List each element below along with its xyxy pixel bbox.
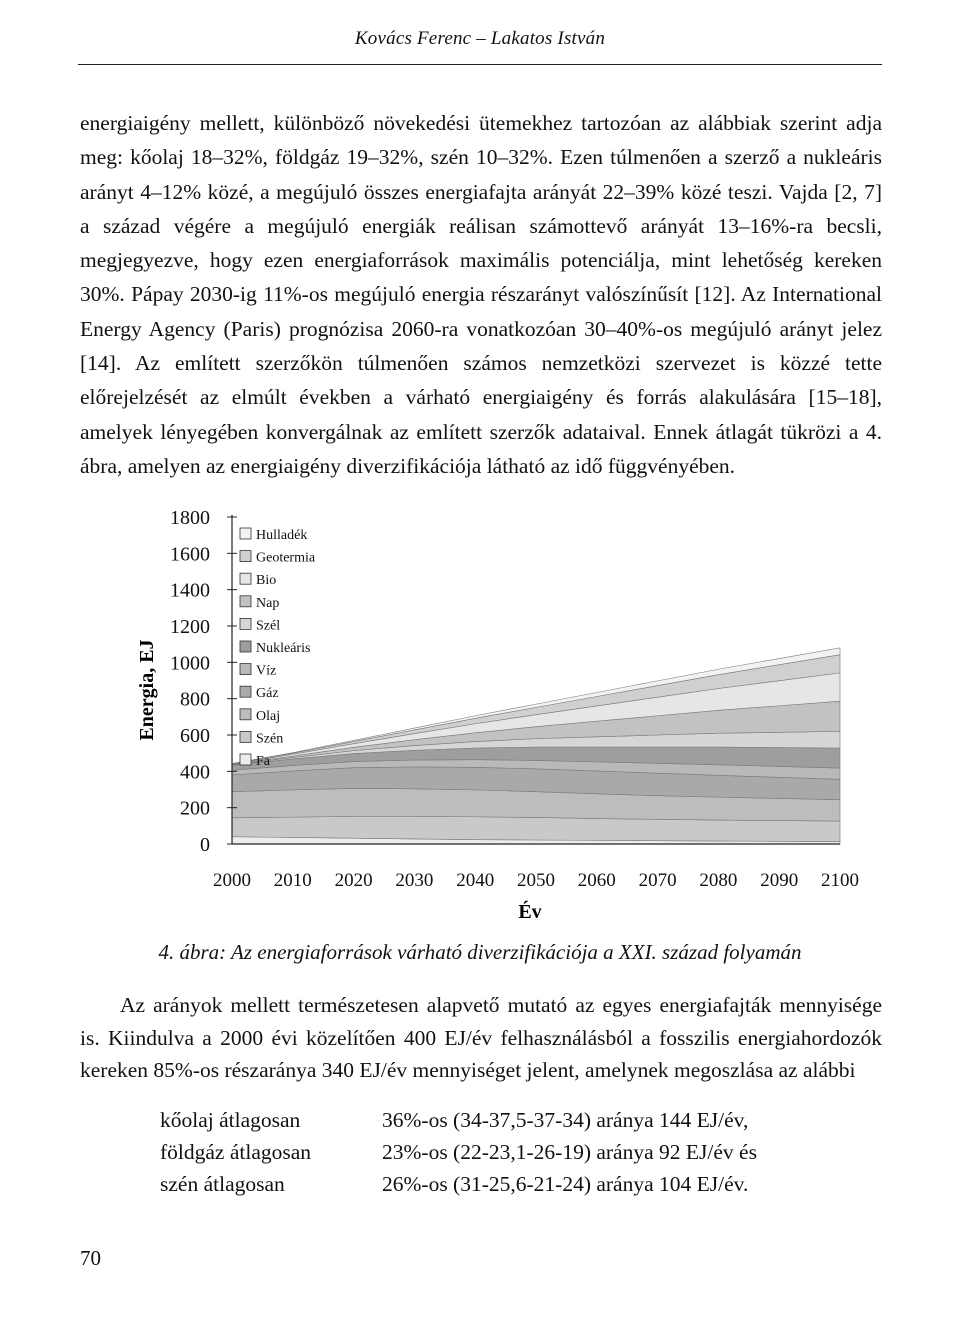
y-tick-label: 1400 xyxy=(170,579,210,602)
list-item xyxy=(160,1168,757,1200)
list-item xyxy=(160,1104,757,1136)
x-tick-label: 2000 xyxy=(213,870,251,891)
y-tick-label: 1000 xyxy=(170,652,210,675)
legend-swatch xyxy=(240,731,251,742)
list-item-source: kőolaj átlagosan xyxy=(160,1108,301,1132)
running-title: Kovács Ferenc – Lakatos István xyxy=(354,28,606,49)
legend-label: Geotermia xyxy=(256,550,316,566)
x-tick-label: 2020 xyxy=(334,870,373,891)
legend-label: Bio xyxy=(256,573,277,589)
list-item-detail: 26%-os (31-25,6-21-24) aránya 104 EJ/év. xyxy=(382,1172,749,1196)
x-tick-label: 2010 xyxy=(273,870,312,891)
legend-swatch xyxy=(240,686,251,697)
legend-label: Szél xyxy=(256,618,281,634)
legend-swatch xyxy=(240,618,251,629)
legend-label: Nap xyxy=(256,595,280,611)
x-tick-label: 2040 xyxy=(456,870,495,891)
legend-label: Fa xyxy=(256,754,270,769)
legend-label: Gáz xyxy=(256,686,279,702)
legend-swatch xyxy=(240,573,251,584)
list-item-source: szén átlagosan xyxy=(160,1172,285,1196)
paragraph-1: energiaigény mellett, különböző növekedési ütemekhez tartozóan az alábbiak szerint adja meg: kőolaj 18–32%, földgáz 19–32%, szén 10–32%. Ezen túlmenően a szerző a nukleáris arányt 4–12% közé, a megújuló összes energiafajta arányát 22–39% közé teszi. Vajda [2, 7] a század végére a megújuló energiák reálisan számottevő arányát 13–16%-ra becsli, megjegyezve, hogy ezen energiaforrások maximális potenciálja, mint lehetőség kereken 30%. Pápay 2030-ig 11%-os megújuló energia részarányt valószínűsít [12]. Az International Energy Agency (Paris) prognózisa 2060-ra vonatkozóan 30–40%-os megújuló arányt jelez [14]. Az említett szerzőkön túlmenően számos nemzetközi szervezet is közzé tette előrejelzését az elmúlt években a várható energiaigény és forrás alakulására [15–18], amelyek lényegében konvergálnak az említett szerzők adataival. Ennek átlagát tükrözi a 4. ábra, amelyen az energiaigény diverzifikációja látható az idő függvényében. xyxy=(80,111,882,478)
legend-label: Nukleáris xyxy=(256,641,311,656)
legend-swatch xyxy=(240,709,251,720)
x-tick-label: 2070 xyxy=(638,870,677,891)
chart-legend xyxy=(240,528,316,769)
y-axis-ticks xyxy=(170,507,237,856)
y-tick-label: 1600 xyxy=(170,543,210,566)
list-item-detail: 23%-os (22-23,1-26-19) aránya 92 EJ/év és xyxy=(382,1140,757,1164)
y-axis-title: Energia, EJ xyxy=(136,639,158,741)
x-tick-label: 2030 xyxy=(395,870,434,891)
figure-caption: 4. ábra: Az energiaforrások várható diverzifikációja a XXI. század folyamán xyxy=(158,940,802,964)
list-item xyxy=(160,1136,757,1168)
legend-label: Szén xyxy=(256,731,284,747)
x-axis-title: Év xyxy=(518,901,542,923)
legend-swatch xyxy=(240,596,251,607)
y-tick-label: 1200 xyxy=(170,616,210,638)
x-axis-ticks xyxy=(213,870,859,891)
list-item-detail: 36%-os (34-37,5-37-34) aránya 144 EJ/év, xyxy=(382,1108,749,1132)
page-number: 70 xyxy=(80,1246,101,1270)
list-item-source: földgáz átlagosan xyxy=(160,1140,312,1164)
fuel-share-list xyxy=(160,1104,757,1200)
legend-swatch xyxy=(240,528,251,539)
x-tick-label: 2090 xyxy=(760,870,799,891)
y-tick-label: 1800 xyxy=(170,507,210,529)
legend-swatch xyxy=(240,641,251,652)
x-tick-label: 2050 xyxy=(517,870,555,891)
y-tick-label: 800 xyxy=(180,688,210,711)
x-tick-label: 2060 xyxy=(577,870,616,891)
legend-swatch xyxy=(240,664,251,675)
y-tick-label: 0 xyxy=(200,834,210,856)
paragraph-2: Az arányok mellett természetesen alapvető mutató az egyes energiafajták mennyisége is. Kiindulva a 2000 évi közelítően 400 EJ/év felhasználásból a fosszilis energiahordozók kereken 85%-os részaránya 340 EJ/év mennyiséget jelent, amelynek megoszlása az alábbi xyxy=(80,993,882,1082)
x-tick-label: 2100 xyxy=(821,870,859,891)
legend-swatch xyxy=(240,754,251,765)
legend-swatch xyxy=(240,551,251,562)
legend-label: Hulladék xyxy=(256,528,308,543)
legend-label: Olaj xyxy=(256,708,281,724)
legend-label: Víz xyxy=(256,663,277,679)
plot-areas xyxy=(232,648,840,844)
y-tick-label: 600 xyxy=(180,725,210,747)
y-tick-label: 400 xyxy=(180,761,210,784)
y-tick-label: 200 xyxy=(180,797,210,820)
x-tick-label: 2080 xyxy=(699,870,738,891)
